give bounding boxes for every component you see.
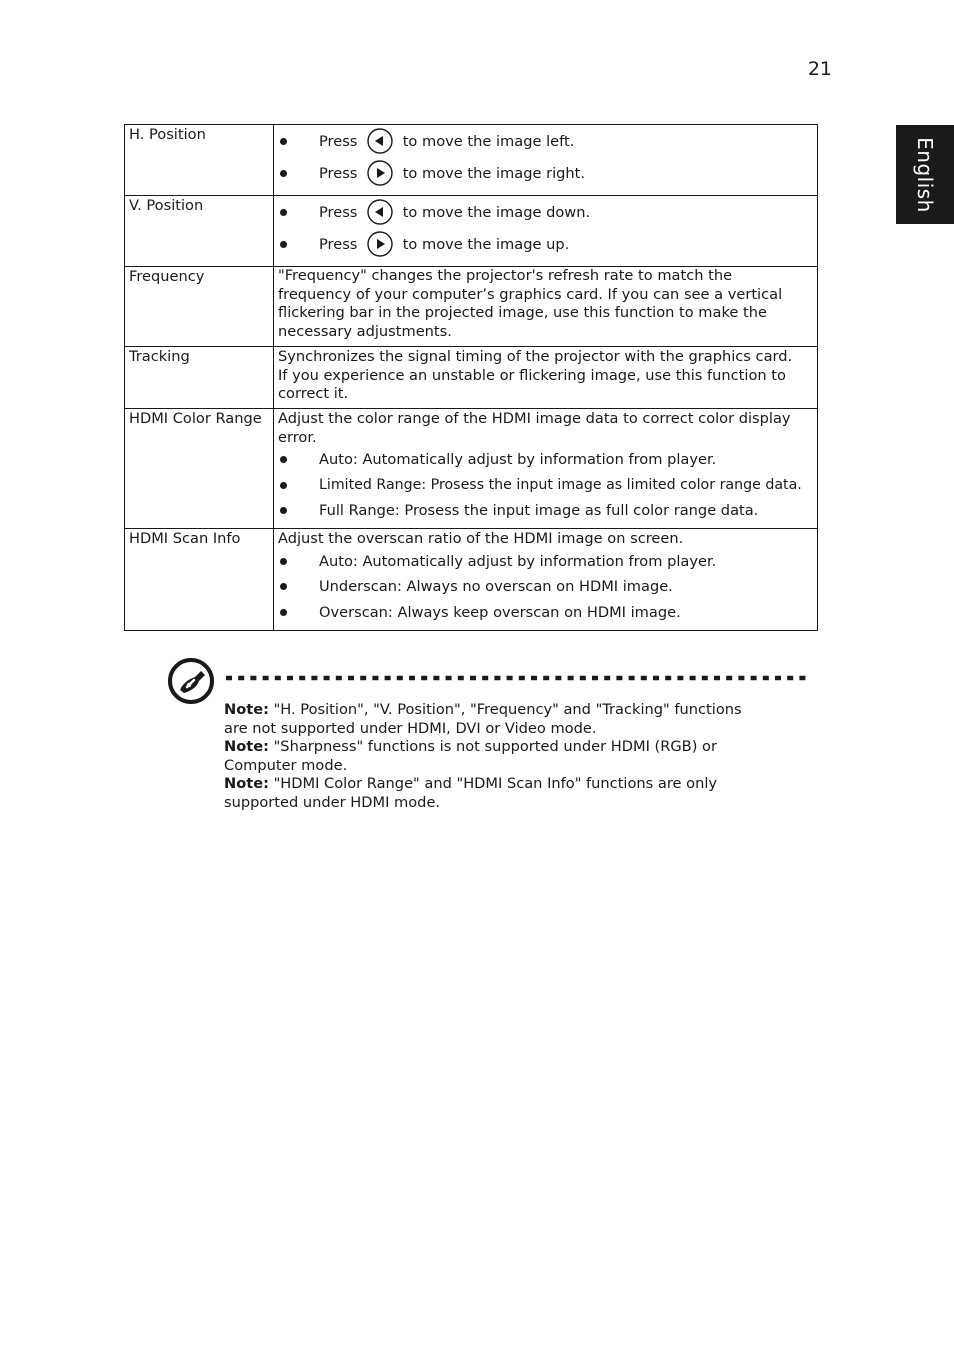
- row-content: [274, 125, 818, 196]
- language-tab: [896, 125, 954, 224]
- description-line: flickering bar in the projected image, use this function to make the: [278, 304, 767, 321]
- table-row: [125, 196, 818, 267]
- right-arrow-key-icon: [367, 160, 393, 186]
- right-arrow-key-icon: [367, 231, 393, 257]
- note-item: Note: "HDMI Color Range" and "HDMI Scan Info" functions are only supported under HDMI mode.: [224, 775, 718, 811]
- note-keyword: Note:: [224, 738, 269, 755]
- note-keyword: Note:: [224, 701, 269, 718]
- row-content: [274, 409, 818, 529]
- description-line: necessary adjustments.: [278, 322, 452, 340]
- note-pen-icon: [167, 657, 215, 705]
- bullet-item: Auto: Automatically adjust by information from player.: [278, 447, 813, 473]
- notes-block: [224, 701, 794, 812]
- description-line: error.: [278, 428, 317, 446]
- row-label: Tracking: [125, 347, 274, 409]
- row-label: V. Position: [125, 196, 274, 267]
- row-label: H. Position: [125, 125, 274, 196]
- row-label: HDMI Color Range: [125, 409, 274, 529]
- note-item: Note: "H. Position", "V. Position", "Frequency" and "Tracking" functions are not supported under HDMI, DVI or Video mode.: [224, 701, 742, 737]
- description-line: correct it.: [278, 385, 349, 402]
- description-line: "Frequency" changes the projector's refresh rate to match the: [278, 267, 733, 284]
- description-line: If you experience an unstable or flickering image, use this function to: [278, 366, 786, 384]
- language-tab-label: English: [913, 136, 937, 213]
- page-number: 21: [807, 58, 832, 80]
- left-arrow-key-icon: [367, 199, 393, 225]
- table-row: [125, 529, 818, 631]
- settings-table: [124, 124, 818, 631]
- table-row: [125, 347, 818, 409]
- press-item: Press to move the image left.: [278, 126, 813, 158]
- press-item: Press to move the image up.: [278, 229, 813, 261]
- note-item: Note: "Sharpness" functions is not supported under HDMI (RGB) or Computer mode.: [224, 738, 717, 774]
- table-row: [125, 125, 818, 196]
- bullet-item: Full Range: Prosess the input image as full color range data.: [278, 498, 813, 524]
- note-keyword: Note:: [224, 775, 269, 792]
- row-content: [274, 529, 818, 631]
- press-item: Press to move the image right.: [278, 158, 813, 190]
- row-content: [274, 267, 818, 347]
- row-label: Frequency: [125, 267, 274, 347]
- row-label: HDMI Scan Info: [125, 529, 274, 631]
- bullet-item: Overscan: Always keep overscan on HDMI image.: [278, 600, 813, 626]
- note-separator: [226, 675, 810, 681]
- description-line: Synchronizes the signal timing of the projector with the graphics card.: [278, 348, 793, 365]
- left-arrow-key-icon: [367, 128, 393, 154]
- description-line: frequency of your computer’s graphics card. If you can see a vertical: [278, 285, 783, 303]
- table-row: [125, 409, 818, 529]
- description-line: Adjust the color range of the HDMI image data to correct color display: [278, 410, 791, 427]
- bullet-item: Auto: Automatically adjust by information from player.: [278, 549, 813, 575]
- row-content: [274, 347, 818, 409]
- bullet-item: Limited Range: Prosess the input image as limited color range data.: [278, 473, 813, 499]
- press-item: Press to move the image down.: [278, 197, 813, 229]
- row-content: [274, 196, 818, 267]
- bullet-item: Underscan: Always no overscan on HDMI image.: [278, 574, 813, 600]
- table-row: [125, 267, 818, 347]
- description-line: Adjust the overscan ratio of the HDMI image on screen.: [278, 530, 684, 547]
